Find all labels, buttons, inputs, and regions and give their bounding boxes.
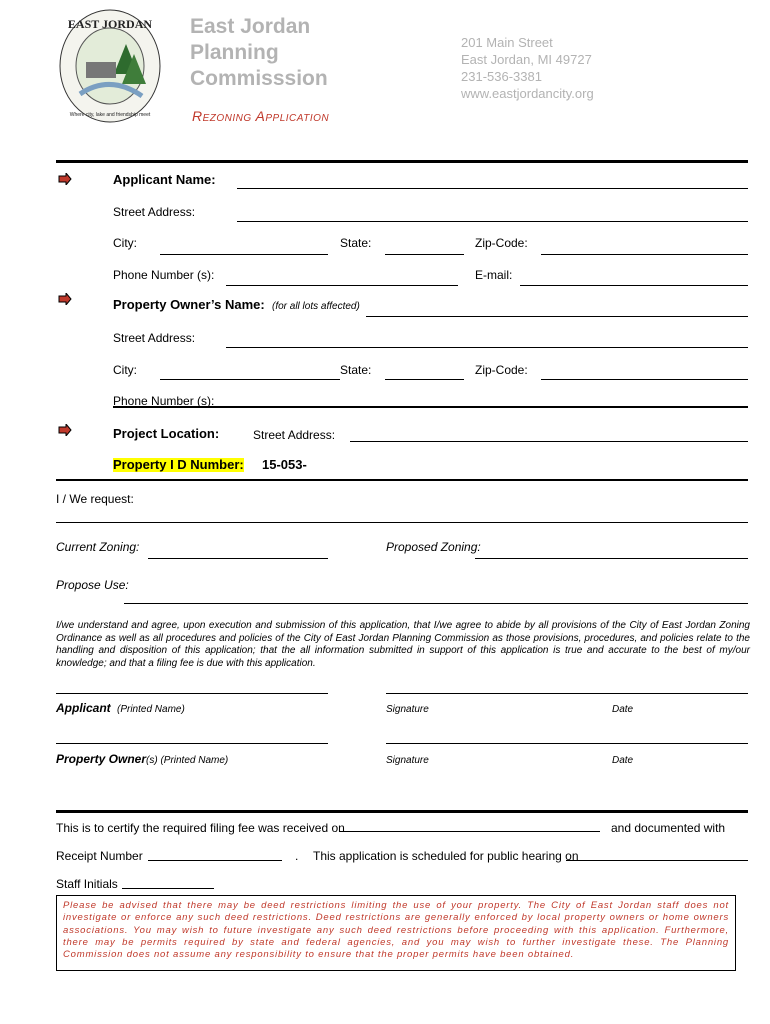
applicant-city-label: City: bbox=[113, 236, 137, 250]
applicant-email-field[interactable] bbox=[520, 285, 748, 286]
owner-printed-name-note: (s) (Printed Name) bbox=[146, 755, 229, 766]
applicant-signature-field[interactable] bbox=[386, 693, 748, 694]
svg-text:EAST JORDAN: EAST JORDAN bbox=[67, 17, 153, 31]
owner-name-field[interactable] bbox=[366, 316, 748, 317]
owner-city-field[interactable] bbox=[160, 379, 340, 380]
owner-printed-name-field[interactable] bbox=[56, 743, 328, 744]
office-address bbox=[461, 34, 594, 102]
proposed-zoning-label: Proposed Zoning: bbox=[386, 540, 481, 554]
address-line: 231-536-3381 bbox=[461, 69, 542, 84]
arrow-icon bbox=[58, 293, 72, 305]
title-line: Planning bbox=[190, 41, 279, 64]
applicant-zip-label: Zip-Code: bbox=[475, 236, 528, 250]
applicant-street-label: Street Address: bbox=[113, 205, 196, 219]
applicant-printed-name-note: (Printed Name) bbox=[117, 704, 185, 715]
office-use-divider bbox=[56, 810, 748, 813]
receipt-number-label: Receipt Number bbox=[56, 849, 143, 863]
fee-received-date-field[interactable] bbox=[340, 831, 600, 832]
notice-text: Please be advised that there may be deed restrictions limiting the use of your property. The City of East Jordan staff does not investigate or enforce any such deed restrictions. Deed restrictions are generally enforced by local property owners or home owners associations. You may wish to future investigate any such deed restrictions before proceeding with this application. Furthermore, there may be permits required by state and federal agencies, and you may wish to further investigate these. The Planning Commission does not assume any responsibility to ensure that the proper permits have been obtained. bbox=[63, 900, 729, 961]
proposed-zoning-field[interactable] bbox=[475, 558, 748, 559]
owner-zip-label: Zip-Code: bbox=[475, 363, 528, 377]
applicant-date-caption: Date bbox=[612, 704, 634, 715]
applicant-name-field[interactable] bbox=[237, 188, 748, 189]
svg-text:Where city, lake and friendshi: Where city, lake and friendship meet bbox=[69, 112, 151, 118]
documented-label: and documented with bbox=[611, 821, 726, 835]
owner-date-caption: Date bbox=[612, 755, 634, 766]
applicant-phone-label: Phone Number (s): bbox=[113, 268, 215, 282]
applicant-email-label: E-mail: bbox=[475, 268, 513, 282]
form-subtitle: Rezoning Application bbox=[192, 108, 330, 124]
applicant-street-field[interactable] bbox=[237, 221, 748, 222]
city-seal bbox=[56, 4, 164, 126]
applicant-signature-label: Applicant bbox=[56, 701, 111, 715]
website-link[interactable]: www.eastjordancity.org bbox=[461, 86, 594, 101]
project-location-label: Project Location: bbox=[113, 426, 220, 441]
propose-use-label: Propose Use: bbox=[56, 578, 129, 592]
current-zoning-field[interactable] bbox=[148, 558, 328, 559]
receipt-number-field[interactable] bbox=[148, 860, 282, 861]
project-street-label: Street Address: bbox=[253, 428, 336, 442]
arrow-icon bbox=[58, 173, 72, 185]
applicant-city-field[interactable] bbox=[160, 254, 328, 255]
request-field[interactable] bbox=[56, 522, 748, 523]
property-id-value[interactable]: 15-053- bbox=[262, 457, 307, 472]
owner-zip-field[interactable] bbox=[541, 379, 748, 380]
owner-signature-caption: Signature bbox=[386, 755, 429, 766]
certify-label: This is to certify the required filing fee was received on bbox=[56, 821, 345, 835]
address-line: 201 Main Street bbox=[461, 35, 553, 50]
applicant-state-label: State: bbox=[340, 236, 372, 250]
agreement-text: I/we understand and agree, upon execution and submission of this application, that I/we agree to abide by all provisions of the City of East Jordan Zoning Ordinance as well as all procedures and policies of the City of East Jordan Planning Commission as those provisions, procedures, and policies relate to the handling and disposition of this application; that the all information submitted in support of this application is true and accurate to the best of my/our knowledge; and that a filing fee is due with this application. bbox=[56, 620, 750, 669]
staff-initials-field[interactable] bbox=[122, 888, 214, 889]
commission-title bbox=[190, 14, 328, 92]
owner-state-label: State: bbox=[340, 363, 372, 377]
project-section-divider bbox=[56, 479, 748, 481]
owner-section-divider bbox=[113, 406, 748, 408]
arrow-icon bbox=[58, 424, 72, 436]
address-line: East Jordan, MI 49727 bbox=[461, 52, 592, 67]
applicant-signature-caption: Signature bbox=[386, 704, 429, 715]
owner-street-field[interactable] bbox=[226, 347, 748, 348]
applicant-phone-field[interactable] bbox=[226, 285, 458, 286]
propose-use-field[interactable] bbox=[124, 603, 748, 604]
current-zoning-label: Current Zoning: bbox=[56, 540, 140, 554]
applicant-printed-name-field[interactable] bbox=[56, 693, 328, 694]
owner-signature-field[interactable] bbox=[386, 743, 748, 744]
owner-name-label: Property Owner’s Name: bbox=[113, 297, 265, 312]
we-request-label: I / We request: bbox=[56, 492, 134, 506]
receipt-dot: . bbox=[295, 849, 299, 863]
title-line: Commisssion bbox=[190, 67, 328, 90]
deed-restriction-notice bbox=[56, 895, 736, 971]
applicant-zip-field[interactable] bbox=[541, 254, 748, 255]
project-street-field[interactable] bbox=[350, 441, 748, 442]
header-divider bbox=[56, 160, 748, 163]
owner-signature-label: Property Owner bbox=[56, 752, 147, 766]
owner-name-note: (for all lots affected) bbox=[272, 301, 360, 312]
applicant-name-label: Applicant Name: bbox=[113, 172, 216, 187]
owner-state-field[interactable] bbox=[385, 379, 464, 380]
staff-initials-label: Staff Initials bbox=[56, 877, 118, 891]
title-line: East Jordan bbox=[190, 15, 311, 38]
hearing-date-field[interactable] bbox=[566, 860, 748, 861]
owner-street-label: Street Address: bbox=[113, 331, 196, 345]
owner-city-label: City: bbox=[113, 363, 137, 377]
applicant-state-field[interactable] bbox=[385, 254, 464, 255]
owner-phone-label: Phone Number (s): bbox=[113, 394, 215, 408]
property-id-label: Property I D Number: bbox=[113, 457, 244, 472]
hearing-label: This application is scheduled for public hearing on bbox=[313, 849, 579, 863]
